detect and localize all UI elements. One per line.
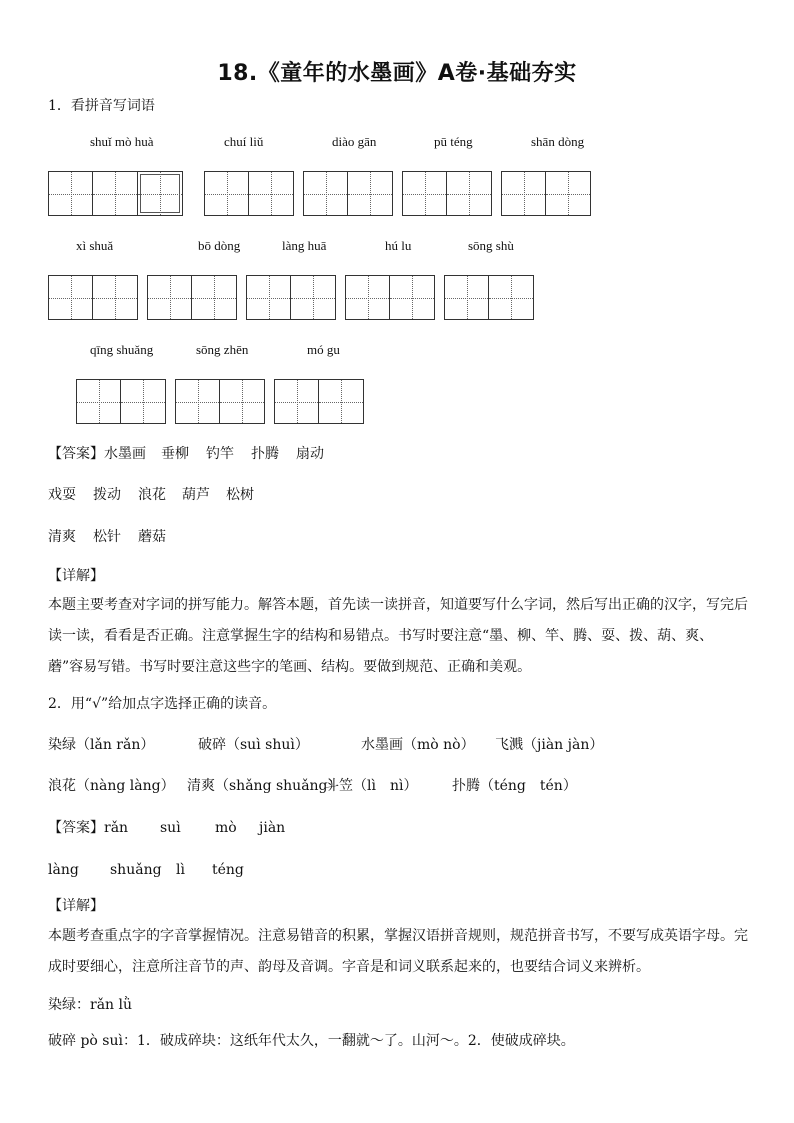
answer-word: 清爽 [48,529,76,545]
answer-grid[interactable] [345,275,435,320]
detail-label: 【详解】 [48,898,104,914]
answer-pinyin: téng [212,862,244,878]
writing-cell[interactable] [390,275,435,320]
writing-cell[interactable] [345,275,390,320]
answer-grid[interactable] [48,171,183,216]
answer-grid[interactable] [303,171,393,216]
choice-item[interactable]: 破碎（suì shuì） [198,737,309,753]
pinyin-label: shuǐ mò huà [90,134,154,149]
answer-grid[interactable] [444,275,534,320]
pinyin-label: bō dòng [198,238,241,253]
answer-pinyin: suì [160,820,181,836]
writing-cell[interactable] [220,379,265,424]
writing-cell[interactable] [274,379,319,424]
pinyin-label: sōng shù [468,238,514,253]
writing-cell[interactable] [444,275,489,320]
answer-word: 松树 [226,487,254,503]
writing-cell[interactable] [93,275,138,320]
writing-cell[interactable] [48,275,93,320]
choice-item[interactable]: 水墨画（mò nò） [361,737,475,753]
answer-word: 拨动 [93,487,121,503]
answer-pinyin: mò [215,820,237,836]
answer-pinyin: làng [48,862,79,878]
answer-word: 浪花 [138,487,166,503]
writing-cell[interactable] [204,171,249,216]
writing-cell[interactable] [93,171,138,216]
writing-cell[interactable] [489,275,534,320]
pinyin-label: pū téng [434,134,473,149]
answer-grid[interactable] [147,275,237,320]
writing-cell[interactable] [303,171,348,216]
answer-word: 扑腾 [251,446,279,462]
choice-item[interactable]: 染绿（lǎn rǎn） [48,737,155,753]
gloss-line: 染绿：rǎn lǜ [48,997,132,1013]
writing-cell[interactable] [246,275,291,320]
writing-cell[interactable] [76,379,121,424]
writing-cell[interactable] [319,379,364,424]
answer-grid[interactable] [204,171,294,216]
answer-grid[interactable] [501,171,591,216]
answer-label: 【答案】 [48,820,104,836]
pinyin-label: sōng zhēn [196,342,249,357]
answer-word: 松针 [93,529,121,545]
writing-cell[interactable] [48,171,93,216]
choice-item[interactable]: 斗笠（lì nì） [325,778,418,794]
writing-cell[interactable] [147,275,192,320]
answer-word: 钓竿 [206,446,234,462]
answer-word: 垂柳 [161,446,189,462]
writing-cell[interactable] [402,171,447,216]
detail-label: 【详解】 [48,568,104,584]
writing-cell[interactable] [348,171,393,216]
gloss-line: 破碎 pò suì：1．破成碎块：这纸年代太久，一翻就～了。山河～。2．使破成碎块。 [48,1033,575,1049]
answer-word: 扇动 [296,446,324,462]
answer-pinyin: jiàn [259,820,286,836]
choice-item[interactable]: 浪花（nàng làng） [48,778,175,794]
pinyin-label: xì shuǎ [76,238,114,253]
answer-grid[interactable] [274,379,364,424]
writing-cell[interactable] [192,275,237,320]
writing-cell[interactable] [447,171,492,216]
page-title: 18.《童年的水墨画》A卷·基础夯实 [217,61,577,86]
detail-paragraph: 本题考查重点字的字音掌握情况。注意易错音的积累，掌握汉语拼音规则，规范拼音书写，不要写成英语字母。完成时要细心，注意所注音节的声、韵母及音调。字音是和词义联系起来的，也要结合词义来辨析。 [48,928,748,975]
pinyin-label: shān dòng [531,134,585,149]
pinyin-label: làng huā [282,238,327,253]
question-2-heading: 2．用“√”给加点字选择正确的读音。 [48,696,277,712]
answer-grid[interactable] [175,379,265,424]
question-1-heading: 1．看拼音写词语 [48,98,155,114]
writing-cell[interactable] [501,171,546,216]
choice-item[interactable]: 清爽（shǎng shuǎng） [187,778,342,794]
writing-cell[interactable] [249,171,294,216]
pinyin-label: mó gu [307,342,340,357]
pinyin-label: qīng shuǎng [90,342,154,357]
answer-pinyin: lì [176,862,185,878]
answer-word: 戏耍 [48,487,76,503]
pinyin-label: chuí liǔ [224,134,264,149]
writing-cell[interactable] [121,379,166,424]
answer-grid[interactable] [48,275,138,320]
answer-word: 水墨画 [104,446,146,462]
writing-cell[interactable] [175,379,220,424]
writing-cell[interactable] [291,275,336,320]
detail-paragraph: 本题主要考查对字词的拼写能力。解答本题，首先读一读拼音，知道要写什么字词，然后写出正确的汉字，写完后读一读，看看是否正确。注意掌握生字的结构和易错点。书写时要注意“墨、柳、竿、腾、耍、拨、葫、爽、蘑”容易写错。书写时要注意这些字的笔画、结构。要做到规范、正确和美观。 [48,597,748,675]
answer-grid[interactable] [246,275,336,320]
writing-cell[interactable] [546,171,591,216]
answer-grid[interactable] [402,171,492,216]
answer-word: 葫芦 [182,487,210,503]
answer-pinyin: rǎn [104,820,129,836]
choice-item[interactable]: 扑腾（téng tén） [452,778,577,794]
pinyin-label: hú lu [385,238,412,253]
choice-item[interactable]: 飞溅（jiàn jàn） [495,737,604,753]
answer-pinyin: shuǎng [110,862,162,878]
pinyin-label: diào gān [332,134,377,149]
answer-grid[interactable] [76,379,166,424]
writing-cell[interactable] [138,171,183,216]
answer-word: 蘑菇 [138,529,166,545]
answer-label: 【答案】 [48,446,104,462]
